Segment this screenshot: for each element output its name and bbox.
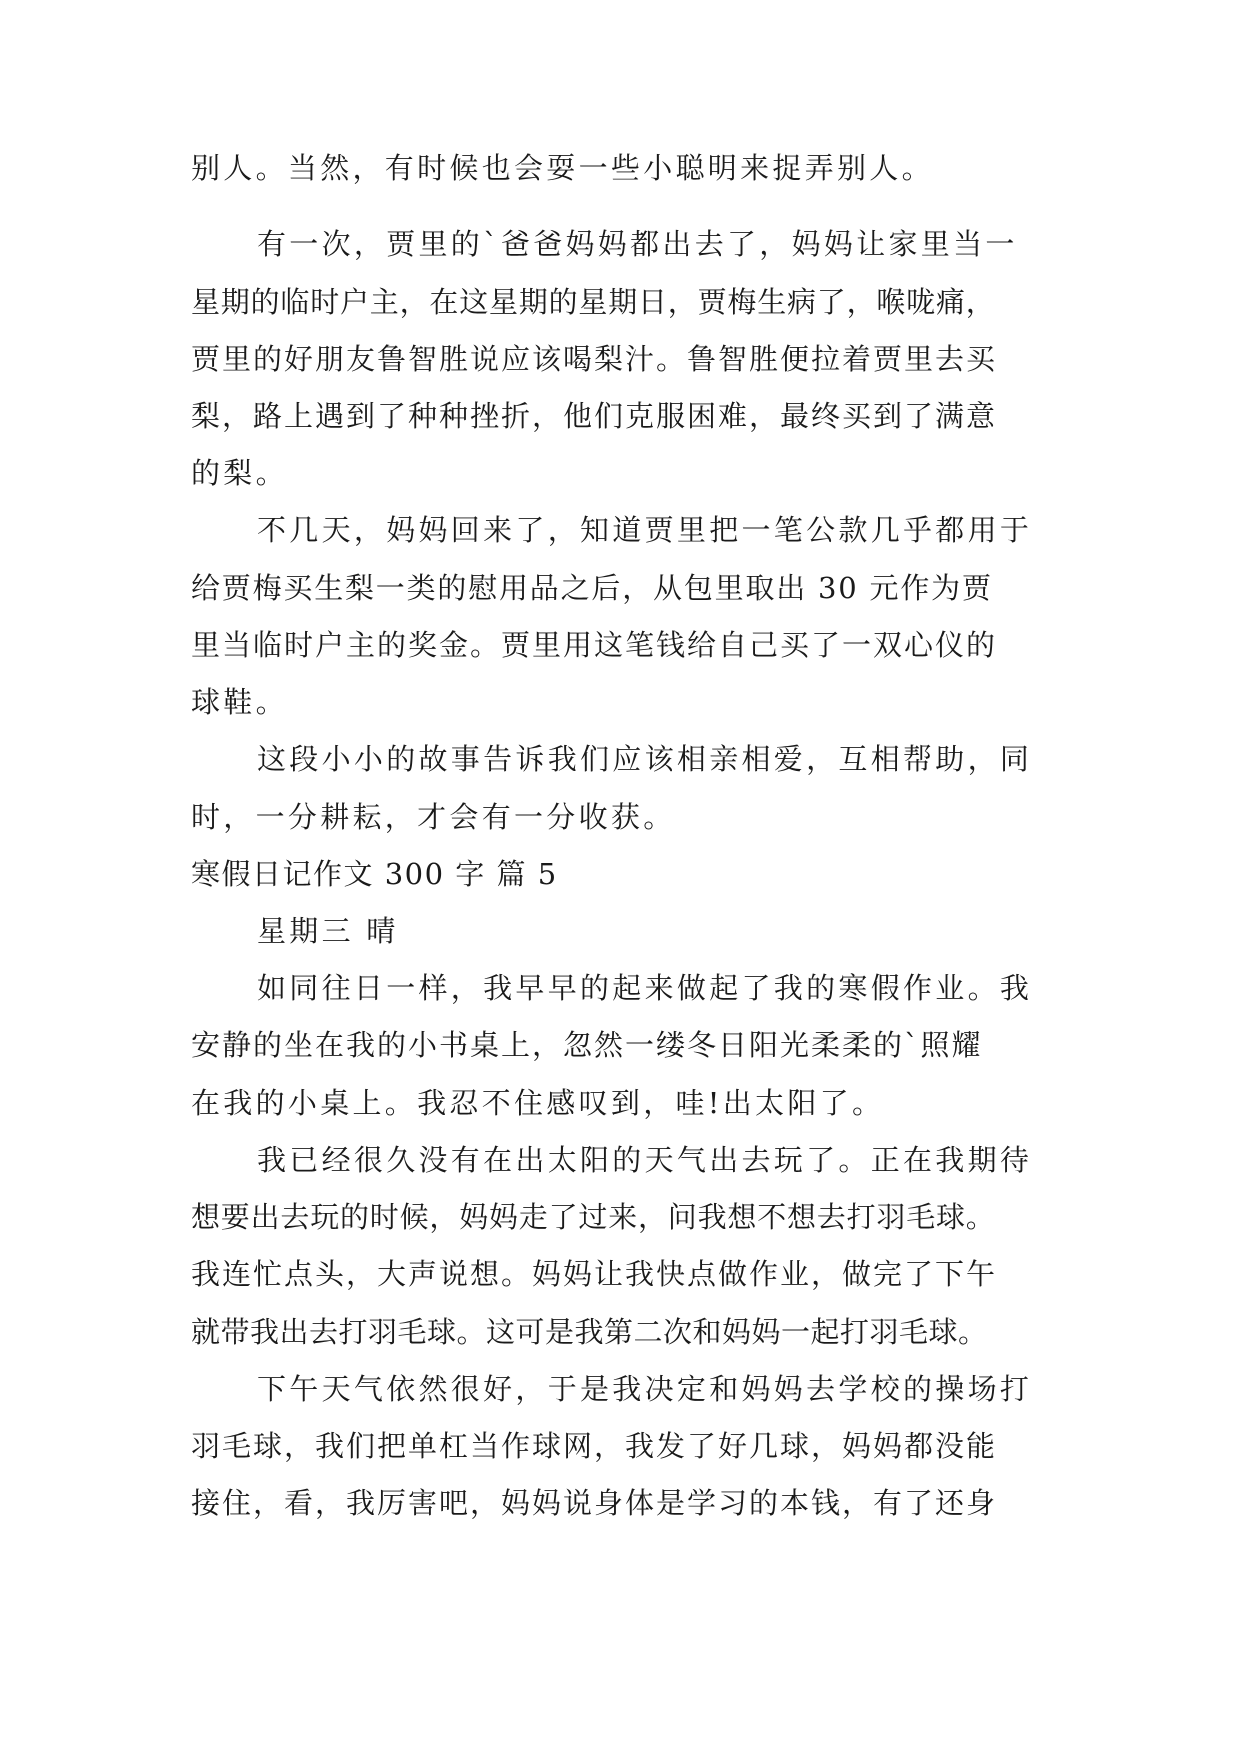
paragraph-line: 星期的临时户主，在这星期的星期日，贾梅生病了，喉咙痛， [191, 285, 996, 319]
paragraph-line: 下午天气依然很好，于是我决定和妈妈去学校的操场打 [257, 1372, 1033, 1406]
paragraph-line: 接住，看，我厉害吧，妈妈说身体是学习的本钱，有了还身 [191, 1486, 998, 1520]
paragraph-line: 在我的小桌上。我忍不住感叹到，哇!出太阳了。 [191, 1086, 885, 1120]
paragraph-line: 里当临时户主的奖金。贾里用这笔钱给自己买了一双心仪的 [191, 628, 998, 662]
paragraph-line: 就带我出去打羽毛球。这可是我第二次和妈妈一起打羽毛球。 [191, 1315, 988, 1349]
paragraph-line: 球鞋。 [191, 685, 288, 719]
paragraph-line: 有一次，贾里的`爸爸妈妈都出去了，妈妈让家里当一 [257, 227, 1018, 261]
paragraph-line: 羽毛球，我们把单杠当作球网，我发了好几球，妈妈都没能 [191, 1429, 998, 1463]
paragraph-line: 如同往日一样，我早早的起来做起了我的寒假作业。我 [257, 971, 1033, 1005]
paragraph-line: 的梨。 [191, 456, 288, 490]
paragraph-line: 不几天，妈妈回来了，知道贾里把一笔公款几乎都用于 [257, 513, 1033, 547]
diary-date-line: 星期三 晴 [257, 914, 399, 948]
paragraph-line: 给贾梅买生梨一类的慰用品之后，从包里取出 30 元作为贾 [191, 571, 993, 605]
paragraph-line: 安静的坐在我的小书桌上，忽然一缕冬日阳光柔柔的`照耀 [191, 1028, 983, 1062]
paragraph-line: 时，一分耕耘，才会有一分收获。 [191, 800, 676, 834]
paragraph-line: 梨，路上遇到了种种挫折，他们克服困难，最终买到了满意 [191, 399, 998, 433]
paragraph-line: 我已经很久没有在出太阳的天气出去玩了。正在我期待 [257, 1143, 1033, 1177]
paragraph-line: 贾里的好朋友鲁智胜说应该喝梨汁。鲁智胜便拉着贾里去买 [191, 342, 998, 376]
paragraph-line: 这段小小的故事告诉我们应该相亲相爱，互相帮助，同 [257, 742, 1033, 776]
paragraph-line: 想要出去玩的时候，妈妈走了过来，问我想不想去打羽毛球。 [191, 1200, 996, 1234]
paragraph-line: 我连忙点头，大声说想。妈妈让我快点做作业，做完了下午 [191, 1257, 998, 1291]
paragraph-line: 别人。当然，有时候也会耍一些小聪明来捉弄别人。 [191, 151, 934, 185]
section-heading: 寒假日记作文 300 字 篇 5 [191, 857, 558, 891]
